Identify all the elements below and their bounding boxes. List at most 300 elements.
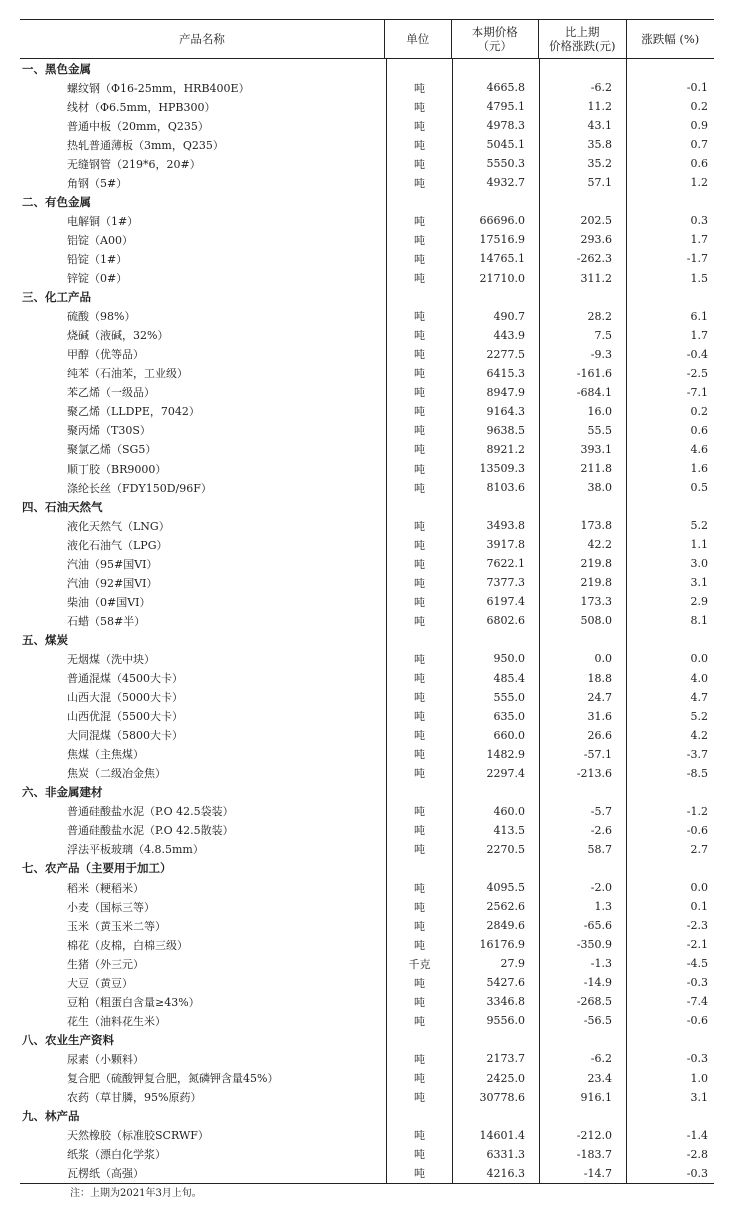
table-row [20,269,714,288]
price-cell: 3493.8 [452,516,539,535]
product-name-cell: 石蜡（58#半） [67,614,146,628]
price-cell: 8921.2 [452,440,539,459]
change-cell: 55.5 [539,421,626,440]
percent-cell: -3.7 [626,745,714,764]
table-row [20,1088,714,1107]
price-cell: 950.0 [452,649,539,668]
unit-cell: 吨 [386,745,452,764]
price-cell: 9638.5 [452,421,539,440]
header-current-price [451,20,539,58]
table-row [20,459,714,478]
unit-cell: 吨 [386,478,452,497]
price-cell: 16176.9 [452,935,539,954]
price-cell: 30778.6 [452,1088,539,1107]
price-cell: 2425.0 [452,1068,539,1087]
price-cell: 66696.0 [452,211,539,230]
table-row [20,97,714,116]
percent-cell: 0.2 [626,97,714,116]
change-cell: -268.5 [539,992,626,1011]
product-name-cell: 四、石油天然气 [22,499,103,514]
change-cell [539,1107,626,1126]
unit-cell: 吨 [386,878,452,897]
change-cell: 219.8 [539,573,626,592]
product-name-cell: 八、农业生产资料 [22,1032,114,1047]
change-cell: 42.2 [539,535,626,554]
table-row [20,1126,714,1145]
product-name-cell: 豆粕（粗蛋白含量≥43%） [67,995,200,1009]
change-cell [539,59,626,78]
percent-cell [626,630,714,649]
unit-cell: 吨 [386,402,452,421]
category-row [20,783,714,802]
change-cell [539,630,626,649]
price-cell [452,783,539,802]
percent-cell: -0.6 [626,1011,714,1030]
unit-cell: 吨 [386,802,452,821]
change-cell: 57.1 [539,173,626,192]
table-row [20,516,714,535]
change-cell: 1.3 [539,897,626,916]
change-cell: -14.7 [539,1164,626,1183]
product-name-cell: 普通混煤（4500大卡） [67,672,183,686]
price-cell: 4216.3 [452,1164,539,1183]
product-name-cell: 普通硅酸盐水泥（P.O 42.5袋装） [67,805,234,819]
price-table [20,19,714,1184]
price-cell: 2849.6 [452,916,539,935]
unit-cell: 吨 [386,840,452,859]
change-cell: -2.6 [539,821,626,840]
table-row [20,345,714,364]
table-row [20,1049,714,1068]
unit-cell: 吨 [386,269,452,288]
unit-cell: 吨 [386,173,452,192]
price-cell: 2277.5 [452,345,539,364]
change-cell: 508.0 [539,611,626,630]
price-cell: 3346.8 [452,992,539,1011]
product-name-cell: 汽油（95#国VI） [67,557,158,571]
percent-cell: -8.5 [626,764,714,783]
table-row [20,421,714,440]
percent-cell: -7.1 [626,383,714,402]
change-cell: 23.4 [539,1068,626,1087]
price-cell: 4795.1 [452,97,539,116]
unit-cell: 吨 [386,135,452,154]
table-row [20,173,714,192]
unit-cell: 吨 [386,116,452,135]
price-cell: 13509.3 [452,459,539,478]
product-name-cell: 聚丙烯（T30S） [67,424,151,438]
product-name-cell: 无缝钢管（219*6，20#） [67,157,201,171]
percent-cell: -1.7 [626,249,714,268]
unit-cell: 吨 [386,1145,452,1164]
unit-cell: 吨 [386,1049,452,1068]
change-cell: 7.5 [539,326,626,345]
table-row [20,135,714,154]
table-row [20,554,714,573]
percent-cell [626,288,714,307]
percent-cell [626,1030,714,1049]
change-cell [539,192,626,211]
table-row [20,154,714,173]
product-name-cell: 热轧普通薄板（3mm，Q235） [67,138,224,152]
change-cell: -14.9 [539,973,626,992]
change-cell: 916.1 [539,1088,626,1107]
unit-cell: 吨 [386,1164,452,1183]
product-name-cell: 五、煤炭 [22,632,68,647]
change-cell: 43.1 [539,116,626,135]
unit-cell: 吨 [386,307,452,326]
unit-cell: 吨 [386,821,452,840]
percent-cell: 4.0 [626,669,714,688]
percent-cell: -0.4 [626,345,714,364]
price-cell [452,859,539,878]
price-cell: 17516.9 [452,230,539,249]
price-cell: 413.5 [452,821,539,840]
table-row [20,649,714,668]
unit-cell [386,1107,452,1126]
unit-cell: 吨 [386,440,452,459]
percent-cell: 3.0 [626,554,714,573]
price-cell: 490.7 [452,307,539,326]
price-cell: 5550.3 [452,154,539,173]
change-cell: -213.6 [539,764,626,783]
change-cell: -161.6 [539,364,626,383]
table-row [20,669,714,688]
table-row [20,440,714,459]
table-row [20,897,714,916]
price-cell: 9164.3 [452,402,539,421]
table-row [20,707,714,726]
product-name-cell: 尿素（小颗料） [67,1052,144,1066]
table-row [20,383,714,402]
unit-cell: 吨 [386,554,452,573]
product-name-cell: 焦煤（主焦煤） [67,748,144,762]
product-name-cell: 花生（油料花生米） [67,1014,166,1028]
percent-cell: 2.9 [626,592,714,611]
unit-cell: 吨 [386,726,452,745]
percent-cell: -1.2 [626,802,714,821]
change-cell: -6.2 [539,1049,626,1068]
table-row [20,478,714,497]
price-cell: 21710.0 [452,269,539,288]
table-row [20,1164,714,1183]
product-name-cell: 六、非金属建材 [22,785,103,800]
unit-cell: 吨 [386,249,452,268]
product-name-cell: 九、林产品 [22,1109,80,1124]
change-cell: 24.7 [539,688,626,707]
change-cell: -212.0 [539,1126,626,1145]
product-name-cell: 纸浆（漂白化学浆） [67,1148,166,1162]
table-row [20,973,714,992]
table-row [20,935,714,954]
change-cell: 16.0 [539,402,626,421]
product-name-cell: 聚乙烯（LLDPE，7042） [67,405,200,419]
price-cell: 6802.6 [452,611,539,630]
price-cell: 14765.1 [452,249,539,268]
percent-cell: -2.8 [626,1145,714,1164]
price-cell [452,1107,539,1126]
change-cell [539,497,626,516]
percent-cell: 0.6 [626,154,714,173]
percent-cell: -7.4 [626,992,714,1011]
unit-cell: 吨 [386,611,452,630]
change-cell: -350.9 [539,935,626,954]
product-name-cell: 棉花（皮棉，白棉三级） [67,938,188,952]
table-row [20,535,714,554]
change-cell: 393.1 [539,440,626,459]
table-row [20,116,714,135]
category-row [20,1107,714,1126]
change-cell: 38.0 [539,478,626,497]
price-cell: 555.0 [452,688,539,707]
table-row [20,249,714,268]
unit-cell: 吨 [386,592,452,611]
percent-cell [626,192,714,211]
percent-cell: -2.3 [626,916,714,935]
product-name-cell: 玉米（黄玉米二等） [67,919,166,933]
product-name-cell: 聚氯乙烯（SG5） [67,443,157,457]
percent-cell: 3.1 [626,573,714,592]
product-name-cell: 柴油（0#国VI） [67,595,151,609]
product-name-cell: 螺纹钢（Φ16-25mm，HRB400E） [67,81,250,95]
unit-cell: 吨 [386,1011,452,1030]
percent-cell: -2.5 [626,364,714,383]
price-cell: 4978.3 [452,116,539,135]
change-cell: 211.8 [539,459,626,478]
percent-cell: 1.1 [626,535,714,554]
product-name-cell: 普通中板（20mm，Q235） [67,119,209,133]
product-name-cell: 普通硅酸盐水泥（P.O 42.5散装） [67,824,234,838]
percent-cell [626,859,714,878]
percent-cell: 2.7 [626,840,714,859]
product-name-cell: 电解铜（1#） [67,214,139,228]
percent-cell [626,59,714,78]
change-cell [539,288,626,307]
category-row [20,859,714,878]
percent-cell: -0.6 [626,821,714,840]
price-cell [452,288,539,307]
price-cell: 485.4 [452,669,539,688]
product-name-cell: 汽油（92#国VI） [67,576,158,590]
unit-cell [386,497,452,516]
product-name-cell: 顺丁胶（BR9000） [67,462,167,476]
table-header [20,20,714,59]
table-row [20,326,714,345]
unit-cell [386,859,452,878]
unit-cell: 吨 [386,1088,452,1107]
change-cell [539,1030,626,1049]
unit-cell: 吨 [386,669,452,688]
product-name-cell: 硫酸（98%） [67,310,136,324]
percent-cell: 0.0 [626,878,714,897]
change-cell: -1.3 [539,954,626,973]
percent-cell: 0.0 [626,649,714,668]
category-row [20,288,714,307]
unit-cell: 吨 [386,935,452,954]
category-row [20,630,714,649]
table-row [20,402,714,421]
table-row [20,726,714,745]
table-row [20,573,714,592]
table-row [20,364,714,383]
header-product-name: 产品名称 [178,32,225,46]
change-cell: 35.2 [539,154,626,173]
unit-cell: 吨 [386,649,452,668]
price-cell: 6197.4 [452,592,539,611]
product-name-cell: 小麦（国标三等） [67,900,155,914]
change-cell: 58.7 [539,840,626,859]
percent-cell: 8.1 [626,611,714,630]
price-cell: 6331.3 [452,1145,539,1164]
header-change-percent: 涨跌幅 (%) [626,20,715,58]
table-row [20,307,714,326]
price-cell: 8103.6 [452,478,539,497]
percent-cell: 0.7 [626,135,714,154]
product-name-cell: 线材（Φ6.5mm，HPB300） [67,100,216,114]
percent-cell: 4.2 [626,726,714,745]
percent-cell: 0.5 [626,478,714,497]
change-cell: 26.6 [539,726,626,745]
header-unit: 单位 [384,20,451,58]
table-row [20,78,714,97]
product-name-cell: 农药（草甘膦，95%原药） [67,1091,202,1105]
product-name-cell: 大豆（黄豆） [67,976,133,990]
percent-cell [626,783,714,802]
unit-cell [386,59,452,78]
product-name-cell: 铅锭（1#） [67,252,128,266]
percent-cell: 1.0 [626,1068,714,1087]
product-name-cell: 二、有色金属 [22,194,91,209]
product-name-cell: 浮法平板玻璃（4.8.5mm） [67,843,204,857]
table-row [20,592,714,611]
price-cell [452,497,539,516]
unit-cell: 吨 [386,97,452,116]
percent-cell: -4.5 [626,954,714,973]
unit-cell: 吨 [386,535,452,554]
percent-cell: 5.2 [626,516,714,535]
product-name-cell: 苯乙烯（一级品） [67,386,155,400]
table-row [20,802,714,821]
unit-cell: 吨 [386,211,452,230]
table-row [20,745,714,764]
unit-cell: 吨 [386,1126,452,1145]
table-row [20,1145,714,1164]
change-cell: -6.2 [539,78,626,97]
unit-cell: 吨 [386,973,452,992]
price-cell: 5045.1 [452,135,539,154]
table-row [20,878,714,897]
product-name-cell: 山西大混（5000大卡） [67,691,183,705]
unit-cell: 吨 [386,459,452,478]
product-name-cell: 复合肥（硫酸钾复合肥，氮磷钾含量45%） [67,1072,279,1085]
product-name-cell: 液化石油气（LPG） [67,538,168,552]
change-cell: 173.3 [539,592,626,611]
product-name-cell: 角钢（5#） [67,176,128,190]
percent-cell: -0.3 [626,973,714,992]
change-cell: 293.6 [539,230,626,249]
table-row [20,954,714,973]
unit-cell: 吨 [386,764,452,783]
percent-cell [626,1107,714,1126]
category-row [20,59,714,78]
change-cell: 28.2 [539,307,626,326]
percent-cell: 5.2 [626,707,714,726]
unit-cell [386,783,452,802]
change-cell: -5.7 [539,802,626,821]
product-name-cell: 涤纶长丝（FDY150D/96F） [67,481,212,495]
percent-cell: 1.6 [626,459,714,478]
unit-cell: 吨 [386,345,452,364]
table-row [20,764,714,783]
product-name-cell: 甲醇（优等品） [67,348,144,362]
change-cell: 202.5 [539,211,626,230]
unit-cell: 吨 [386,707,452,726]
price-cell: 27.9 [452,954,539,973]
unit-cell: 吨 [386,916,452,935]
category-row [20,497,714,516]
header-current-price-label: 本期价格 （元） [471,25,518,53]
percent-cell: -0.3 [626,1164,714,1183]
product-name-cell: 瓦楞纸（高强） [67,1167,144,1181]
price-cell: 6415.3 [452,364,539,383]
price-cell: 2173.7 [452,1049,539,1068]
unit-cell: 吨 [386,1068,452,1087]
unit-cell: 吨 [386,573,452,592]
unit-cell: 吨 [386,516,452,535]
unit-cell: 吨 [386,688,452,707]
product-name-cell: 铝锭（A00） [67,233,133,247]
percent-cell: 3.1 [626,1088,714,1107]
product-name-cell: 大同混煤（5800大卡） [67,729,183,743]
product-name-cell: 山西优混（5500大卡） [67,710,183,724]
percent-cell: 1.2 [626,173,714,192]
price-cell: 2270.5 [452,840,539,859]
price-cell: 7622.1 [452,554,539,573]
percent-cell: 0.6 [626,421,714,440]
percent-cell: 0.2 [626,402,714,421]
price-cell: 460.0 [452,802,539,821]
table-row [20,211,714,230]
percent-cell: 1.7 [626,326,714,345]
change-cell: 0.0 [539,649,626,668]
price-cell: 635.0 [452,707,539,726]
percent-cell [626,497,714,516]
percent-cell: 0.1 [626,897,714,916]
price-cell: 9556.0 [452,1011,539,1030]
table-row [20,688,714,707]
price-cell: 8947.9 [452,383,539,402]
price-cell: 5427.6 [452,973,539,992]
percent-cell: -1.4 [626,1126,714,1145]
percent-cell: 1.5 [626,269,714,288]
header-price-change [538,20,626,58]
unit-cell: 吨 [386,992,452,1011]
price-cell: 7377.3 [452,573,539,592]
price-cell [452,59,539,78]
table-row [20,230,714,249]
product-name-cell: 无烟煤（洗中块） [67,652,155,666]
product-name-cell: 生猪（外三元） [67,957,144,971]
price-cell: 4665.8 [452,78,539,97]
change-cell: 219.8 [539,554,626,573]
price-cell: 660.0 [452,726,539,745]
table-body [20,59,714,1183]
unit-cell: 吨 [386,421,452,440]
change-cell: -262.3 [539,249,626,268]
change-cell: -57.1 [539,745,626,764]
product-name-cell: 七、农产品（主要用于加工） [22,861,172,876]
unit-cell: 吨 [386,897,452,916]
